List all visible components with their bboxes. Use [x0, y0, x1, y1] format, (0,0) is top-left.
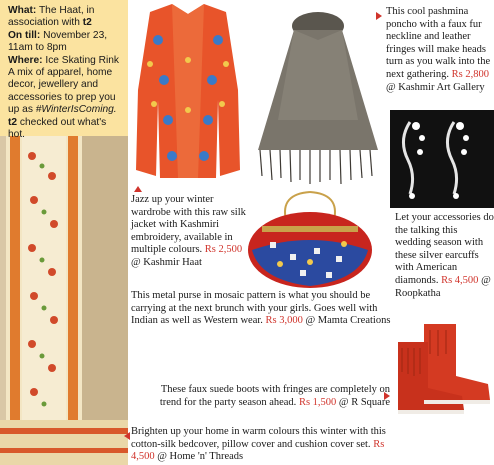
poncho-caption: This cool pashmina poncho with a faux fur neckline and leather fringes will make heads turn as you walk into the next gathering. Rs 2,800 @ Kashmir Art Gallery	[386, 6, 491, 93]
boots-pointer	[384, 392, 390, 400]
jacket-pointer	[134, 186, 142, 192]
jacket-photo	[128, 0, 248, 186]
jacket-caption: Jazz up your winter wardrobe with this raw silk jacket with Kashmiri embroidery, available in multiple colours. Rs 2,500 @ Kashmir Haat	[131, 194, 246, 268]
poncho-photo	[248, 0, 388, 190]
info-description: A mix of apparel, home decor, jewellery and accessories to prep you up as #WinterIsComing. t2 checked out what's hot.	[8, 67, 117, 141]
info-where: Where: Ice Skating Rink	[8, 54, 119, 66]
boots-caption: These faux suede boots with fringes are completely on trend for the party season ahead. Rs 1,500 @ R Square	[159, 384, 390, 408]
bedcover-photo	[0, 136, 128, 465]
purse-photo	[240, 190, 380, 290]
info-on-till: On till: November 23, 11am to 8pm	[8, 29, 108, 54]
info-what: What: The Haat, in association with t2	[8, 5, 95, 29]
earcuffs-caption: Let your accessories do the talking this wedding season with these silver earcuffs with American diamonds. Rs 4,500 @ Roopkatha	[395, 212, 494, 299]
purse-caption: This metal purse in mosaic pattern is what you should be carrying at the next brunch with your girls. Goes well with Indian as well as Western wear. Rs 3,000 @ Mamta Creations	[131, 290, 391, 327]
earcuffs-photo	[390, 110, 494, 208]
event-info-box	[0, 0, 128, 141]
bedcover-pointer	[124, 432, 130, 440]
boots-photo	[394, 318, 494, 418]
bedcover-caption: Brighten up your home in warm colours this winter with this cotton-silk bedcover, pillow cover and cushion cover set. Rs 4,500 @ Home 'n' Threads	[131, 426, 386, 463]
poncho-pointer	[376, 12, 382, 20]
